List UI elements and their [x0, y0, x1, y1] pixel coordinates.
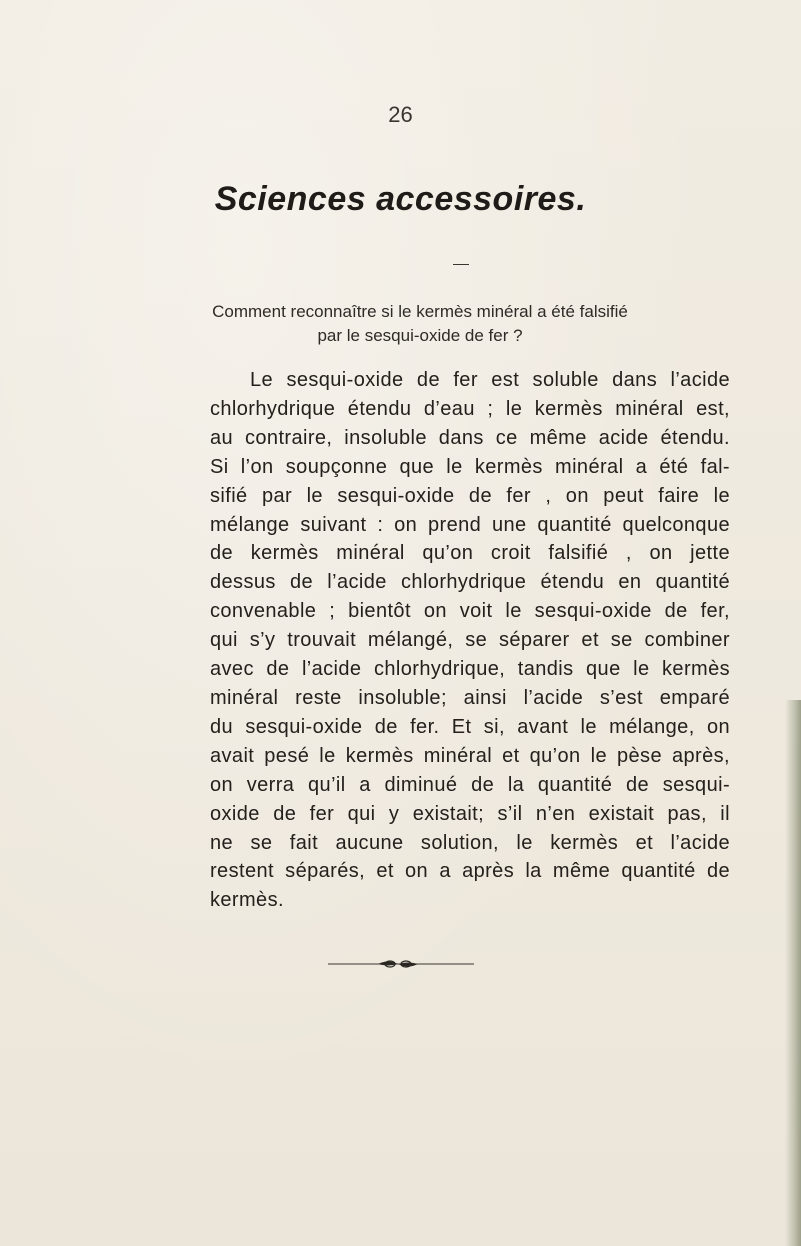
paragraph-line-13: du sesqui-oxide de fer. Et si, avant le mélange, on — [210, 715, 730, 738]
paragraph-line-15: on verra qu’il a diminué de la quantité de sesqui- — [210, 773, 730, 796]
section-title: Sciences accessoires. — [214, 180, 587, 218]
paragraph-line-6: mélange suivant : on prend une quantité quelconque — [210, 513, 730, 536]
ornament-rule-icon — [326, 958, 476, 970]
question-line-2: par le sesqui-oxide de fer ? — [317, 326, 523, 345]
answer-paragraph — [210, 366, 730, 915]
paragraph-line-14: avait pesé le kermès minéral et qu’on le pèse après, — [210, 744, 730, 767]
page-number: 26 — [388, 102, 413, 127]
paragraph-line-7: de kermès minéral qu’on croit falsifié , on jette — [210, 542, 730, 565]
paragraph-line-4: Si l’on soupçonne que le kermès minéral a été fal- — [210, 455, 730, 478]
paragraph-line-10: qui s’y trouvait mélangé, se séparer et se combiner — [210, 629, 730, 652]
paragraph-line-16: oxide de fer qui y existait; s’il n’en existait pas, il — [210, 802, 730, 825]
paragraph-line-19: kermès. — [210, 889, 284, 912]
paragraph-line-12: minéral reste insoluble; ainsi l’acide s’est emparé — [210, 686, 730, 709]
paragraph-line-18: restent séparés, et on a après la même quantité de — [210, 860, 730, 883]
paragraph-line-5: sifié par le sesqui-oxide de fer , on peut faire le — [210, 484, 730, 507]
paragraph-line-8: dessus de l’acide chlorhydrique étendu en quantité — [210, 571, 730, 594]
question-heading — [150, 300, 690, 348]
paragraph-line-9: convenable ; bientôt on voit le sesqui-oxide de fer, — [210, 600, 730, 623]
title-rule — [453, 264, 469, 265]
paragraph-line-1: Le sesqui-oxide de fer est soluble dans l’acide — [250, 369, 730, 391]
paragraph-line-17: ne se fait aucune solution, le kermès et l’acide — [210, 831, 730, 854]
paragraph-line-3: au contraire, insoluble dans ce même acide étendu. — [210, 426, 730, 449]
question-line-1: Comment reconnaître si le kermès minéral a été falsifié — [212, 302, 628, 321]
paragraph-line-11: avec de l’acide chlorhydrique, tandis que le kermès — [210, 658, 730, 681]
end-ornament — [0, 955, 801, 974]
paragraph-line-2: chlorhydrique étendu d’eau ; le kermès minéral est, — [210, 397, 730, 420]
